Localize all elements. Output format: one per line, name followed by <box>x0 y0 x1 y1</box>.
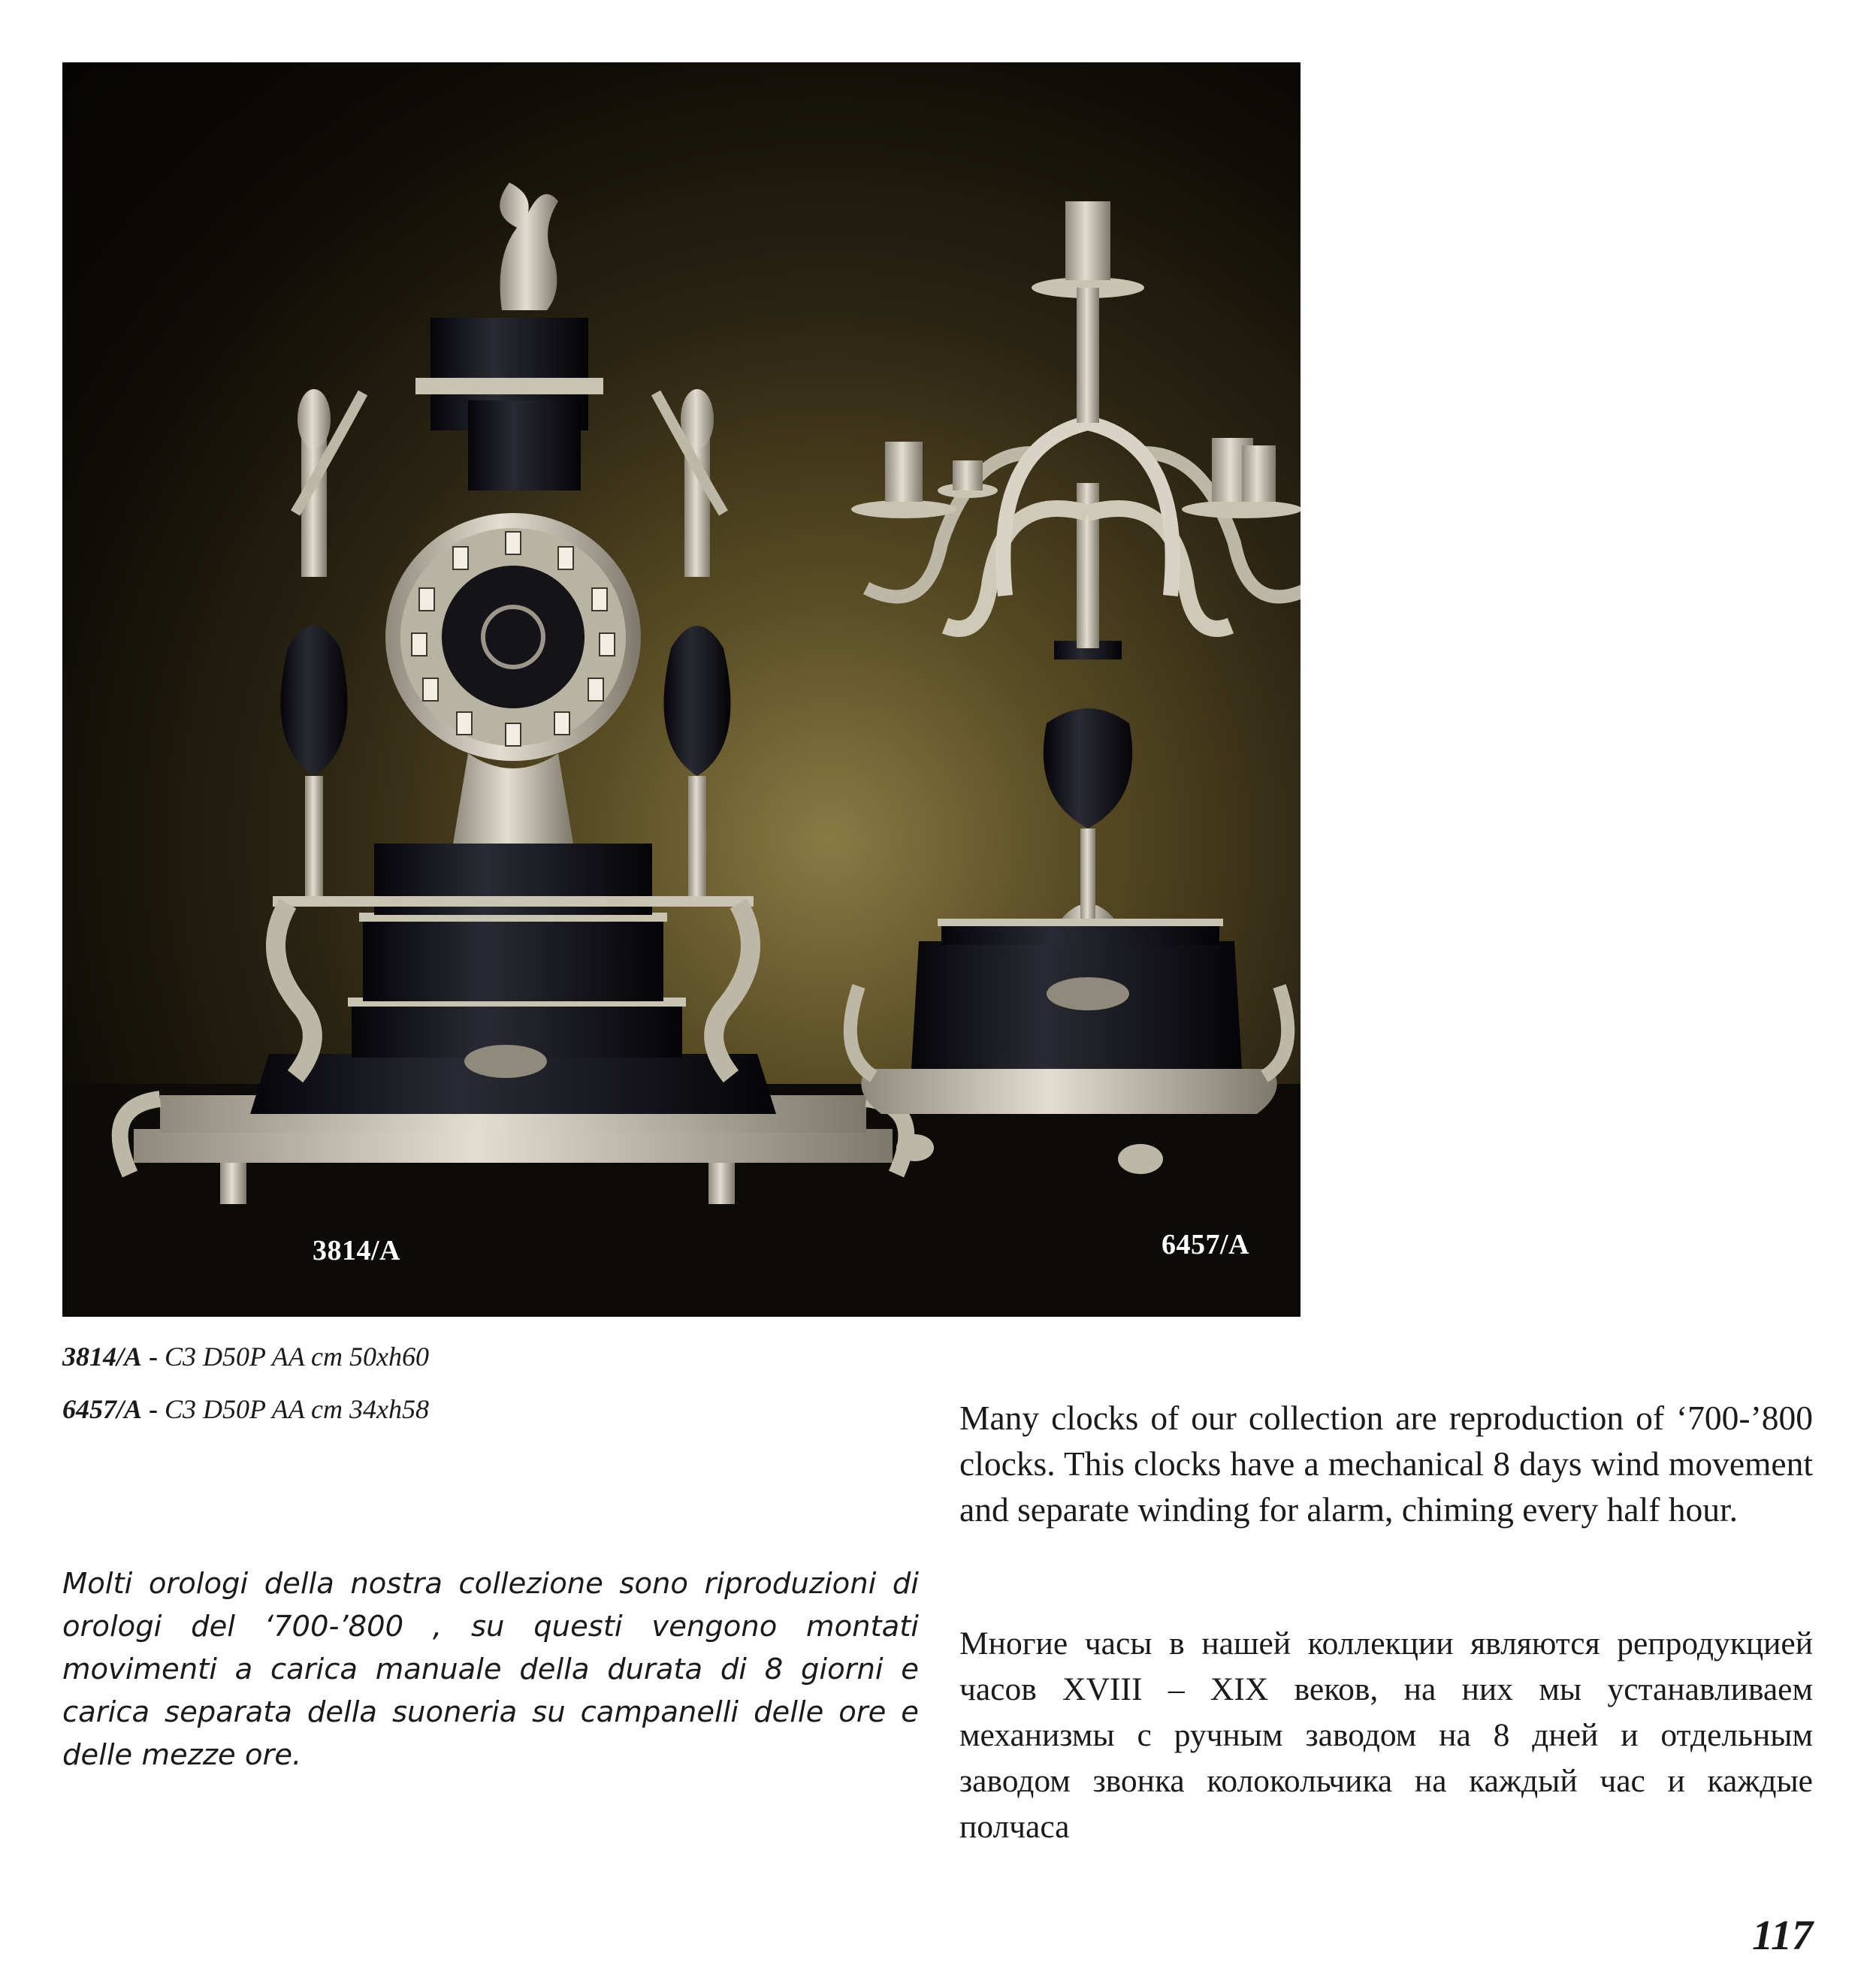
candelabrum <box>850 201 1301 1174</box>
product-photo <box>62 62 1301 1317</box>
description-english: Many clocks of our collection are reproduction of ‘700-’800 clocks. This clocks have a mechanical 8 days wind movement and separate winding for alarm, chiming every half hour. <box>959 1399 1813 1529</box>
description-italian: Molti orologi della nostra collezione sono riproduzioni di orologi del ‘700-’800 , su questi vengono montati movimenti a carica manuale della durata di 8 giorni e carica separata della suoneria su campanelli delle ore e delle mezze ore. <box>62 1567 919 1772</box>
photo-label-candelabrum: 6457/A <box>1162 1229 1249 1260</box>
page-number: 117 <box>1752 1912 1813 1959</box>
separator: - <box>142 1394 165 1424</box>
description-russian: Многие часы в нашей коллекции являются репродукцией часов XVIII – XIX веков, на них мы устанавливаем механизмы с ручным заводом на 8 дней и отдельным заводом звонка колокольчика на каждый час и каждые полчаса <box>959 1625 1813 1845</box>
product-dimensions: C3 D50P AA cm 34xh58 <box>165 1394 429 1424</box>
separator: - <box>142 1342 165 1372</box>
product-code: 6457/A <box>62 1394 143 1424</box>
spec-line <box>62 1393 429 1425</box>
mantel-clock <box>120 183 907 1204</box>
photo-label-clock: 3814/A <box>313 1235 400 1266</box>
product-code: 3814/A <box>62 1342 143 1372</box>
product-dimensions: C3 D50P AA cm 50xh60 <box>165 1342 429 1372</box>
spec-line <box>62 1341 429 1372</box>
clock-and-candelabrum-illustration <box>62 62 1301 1317</box>
